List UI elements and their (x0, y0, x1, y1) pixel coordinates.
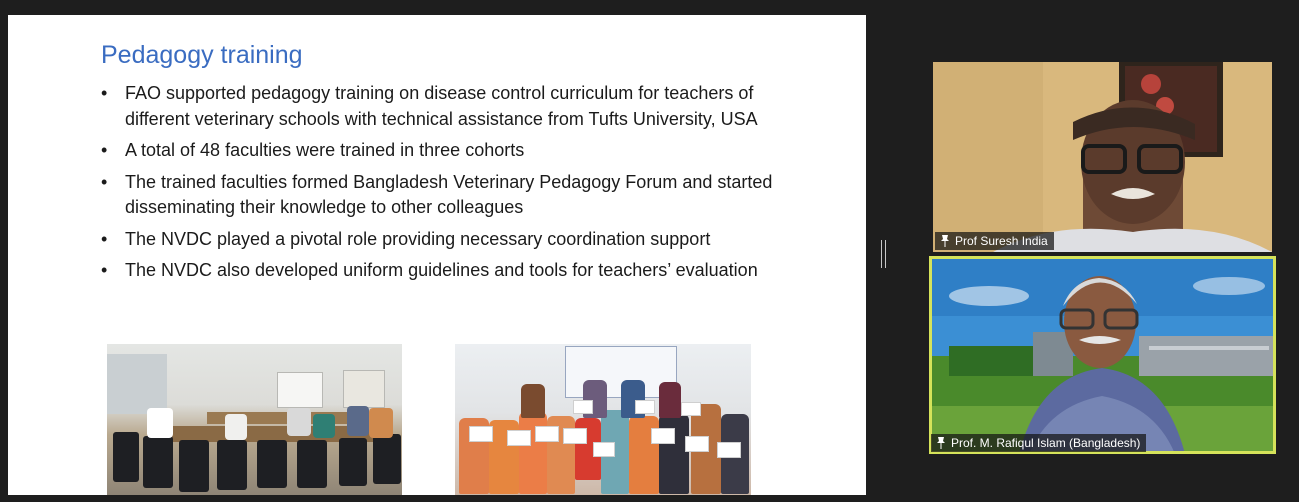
participant-name: Prof. M. Rafiqul Islam (Bangladesh) (951, 436, 1141, 450)
pin-icon (939, 234, 951, 248)
shared-slide (8, 15, 866, 495)
participant-name: Prof Suresh India (955, 234, 1048, 248)
slide-title: Pedagogy training (101, 41, 303, 69)
participant-video-tile[interactable] (933, 62, 1272, 252)
participant-name-label (935, 232, 1054, 250)
active-speaker-video-tile[interactable] (929, 256, 1276, 454)
active-speaker-highlight (929, 256, 1276, 454)
graduation-group-photo (455, 344, 751, 495)
bullet-list (100, 81, 800, 290)
bullet-item: • The NVDC played a pivotal role providing necessary coordination support (100, 227, 800, 253)
participant-name-label (931, 434, 1146, 452)
pin-icon (935, 436, 947, 450)
bullet-item: • The trained faculties formed Bangladesh Veterinary Pedagogy Forum and started disseminating their knowledge to other colleagues (100, 170, 800, 221)
bullet-item: • A total of 48 faculties were trained in three cohorts (100, 138, 800, 164)
panel-resize-handle[interactable] (881, 240, 886, 268)
bullet-item: • The NVDC also developed uniform guidelines and tools for teachers’ evaluation (100, 258, 800, 284)
bullet-item: • FAO supported pedagogy training on disease control curriculum for teachers of different veterinary schools with technical assistance from Tufts University, USA (100, 81, 800, 132)
training-room-photo (107, 344, 402, 495)
participant-video-feed (933, 62, 1272, 252)
